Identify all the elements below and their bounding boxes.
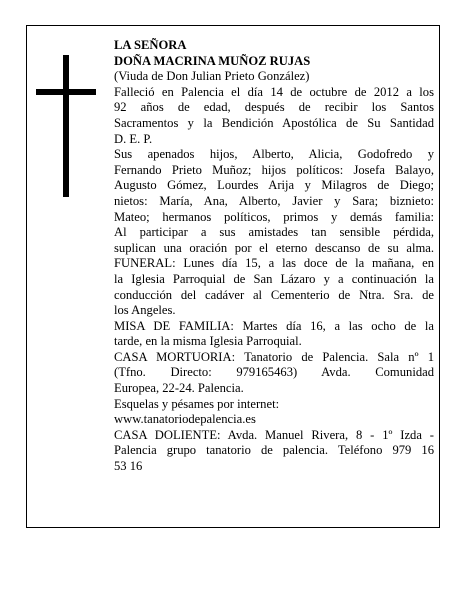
request-line: Al participar a sus amistades tan sensible pérdida, (114, 225, 434, 240)
internet-line: Esquelas y pésames por internet: (114, 396, 280, 411)
death-line: D. E. P. (114, 131, 153, 146)
heading-line-2: DOÑA MACRINA MUÑOZ RUJAS (114, 53, 311, 68)
request-paragraph (114, 225, 434, 256)
funeral-line: FUNERAL: Lunes día 15, a las doce de la mañana, en (114, 256, 434, 271)
death-line: Sacramentos y la Bendición Apostólica de Su Santidad (114, 115, 434, 130)
funeral-line: conducción del cadáver al Cementerio de Ntra. Sra. de (114, 287, 434, 302)
request-line: suplican una oración por el eterno descanso de su alma. (114, 240, 434, 255)
heading-line-1: LA SEÑORA (114, 38, 187, 52)
funeral-line: los Angeles. (114, 303, 176, 318)
family-mass-line: MISA DE FAMILIA: Martes día 16, a las ocho de la (114, 318, 434, 333)
family-line: nietos: María, Ana, Alberto, Javier y Sara; biznieto: (114, 193, 434, 208)
internet-paragraph (114, 397, 434, 428)
family-paragraph (114, 147, 434, 225)
death-line: Falleció en Palencia el día 14 de octubre de 2012 a los (114, 84, 434, 99)
family-line: Sus apenados hijos, Alberto, Alicia, Godofredo y (114, 147, 434, 162)
grieving-house-paragraph (114, 428, 434, 475)
family-line: Fernando Prieto Muñoz; hijos políticos: Josefa Balayo, (114, 162, 434, 177)
cross-icon (36, 55, 96, 197)
death-line: 92 años de edad, después de recibir los Santos (114, 100, 434, 115)
website-link[interactable]: www.tanatoriodepalencia.es (114, 412, 256, 427)
family-line: Augusto Gómez, Lourdes Arija y Milagros de Diego; (114, 178, 434, 193)
funeral-home-paragraph (114, 350, 434, 397)
grieving-house-line: CASA DOLIENTE: Avda. Manuel Rivera, 8 - 1º Izda - (114, 427, 434, 442)
family-line: Mateo; hermanos políticos, primos y demás familia: (114, 209, 434, 224)
widow-subtitle: (Viuda de Don Julian Prieto González) (114, 69, 310, 84)
family-mass-line: tarde, en la misma Iglesia Parroquial. (114, 334, 302, 349)
funeral-home-line: CASA MORTUORIA: Tanatorio de Palencia. Sala nº 1 (114, 349, 434, 364)
funeral-line: la Iglesia Parroquial de San Lázaro y a continuación la (114, 271, 434, 286)
funeral-home-line: (Tfno. Directo: 979165463) Avda. Comunidad (114, 365, 434, 380)
cross-vertical-bar (63, 55, 69, 197)
grieving-house-line: 53 16 (114, 459, 143, 474)
death-paragraph (114, 85, 434, 147)
funeral-paragraph (114, 256, 434, 318)
family-mass-paragraph (114, 319, 434, 350)
funeral-home-line: Europea, 22-24. Palencia. (114, 381, 244, 396)
grieving-house-line: Palencia grupo tanatorio de palencia. Teléfono 979 16 (114, 443, 434, 458)
obituary-text (114, 38, 434, 475)
cross-horizontal-bar (36, 89, 96, 95)
